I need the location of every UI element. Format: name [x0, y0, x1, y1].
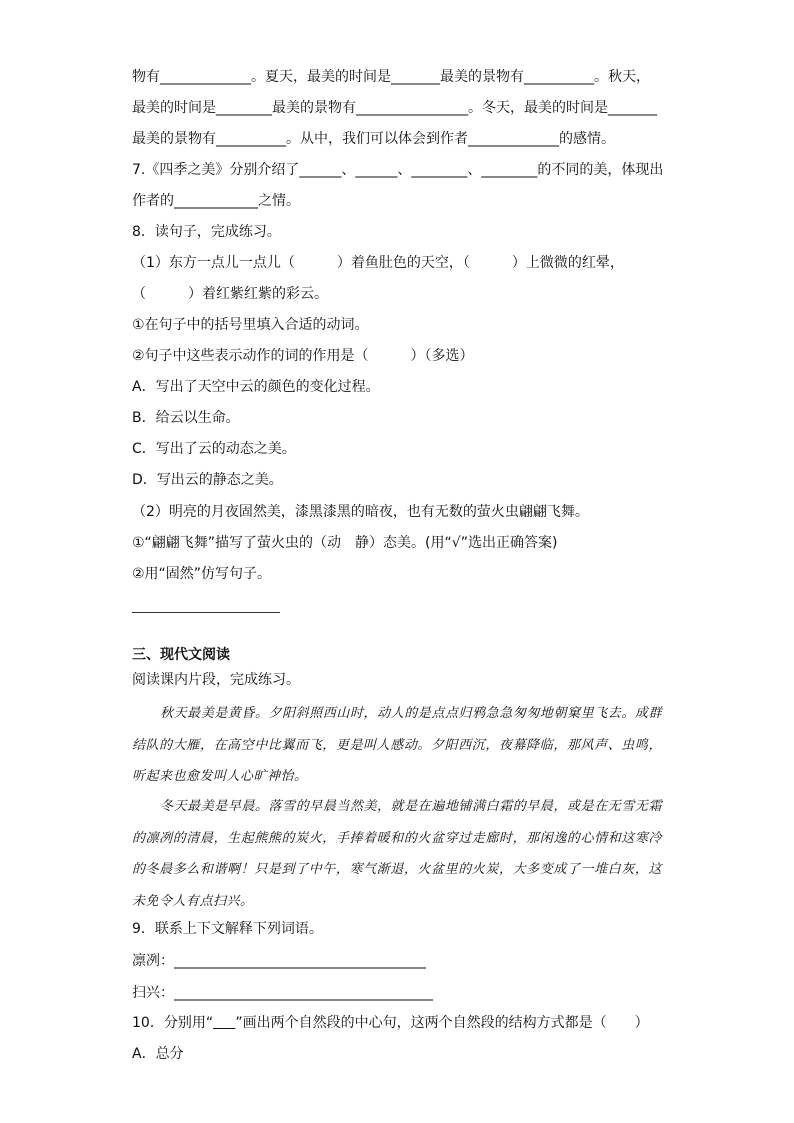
reading-intro: 阅读课内片段，完成练习。 — [132, 672, 300, 688]
text-line-3: 最美的景物有__________。从中，我们可以体会到作者_____________的感情。 — [132, 131, 615, 147]
question-10-line: 10．分别用“ ”画出两个自然段的中心句，这两个自然段的结构方式都是（ ） — [132, 1015, 649, 1031]
question-8-1-line-2: （ ）着红紫红紫的彩云。 — [132, 286, 328, 302]
question-9-title: 9．联系上下文解释下列词语。 — [132, 921, 323, 937]
option-a: A．写出了天空中云的颜色的变化过程。 — [132, 379, 380, 395]
option-b: B．给云以生命。 — [132, 410, 240, 426]
question-9-saoxing: 扫兴：_____________________________________ — [132, 985, 433, 1001]
question-7-line-1: 7.《四季之美》分别介绍了______、______、________、________的不同的美，体现出 — [132, 162, 664, 178]
section-3-heading: 三、现代文阅读 — [132, 647, 230, 663]
text-line-2: 最美的时间是________最美的景物有________________。冬天，最美的时间是_______ — [132, 100, 657, 116]
question-10-option-a: A．总分 — [132, 1046, 184, 1062]
question-9-linlie: 凛冽：____________________________________ — [132, 953, 426, 969]
question-7-line-2: 作者的____________之情。 — [132, 193, 300, 209]
question-8-1-part-1: ①在句子中的括号里填入合适的动词。 — [132, 317, 369, 333]
question-8-2-part-1: ①“翩翩飞舞”描写了萤火虫的（动 静）态美。(用“√”选出正确答案) — [132, 535, 558, 551]
question-8-1-part-2: ②句子中这些表示动作的词的作用是（ ）（多选） — [132, 348, 474, 364]
option-c: C．写出了云的动态之美。 — [132, 441, 296, 457]
passage-paragraph-autumn: 秋天最美是黄昏。夕阳斜照西山时，动人的是点点归鸦急急匆匆地朝窠里飞去。成群结队的大雁，在高空中比翼而飞，更是叫人感动。夕阳西沉，夜幕降临，那风声、虫鸣，听起来也愈发叫人心旷神怡。 — [132, 706, 662, 784]
question-8-1-line-1: （1）东方一点儿一点儿（ ）着鱼肚色的天空，（ ）上微微的红晕， — [132, 255, 624, 271]
option-d: D．写出云的静态之美。 — [132, 472, 283, 488]
question-8-title: 8．读句子，完成练习。 — [132, 224, 281, 240]
text-line-1: 物有_____________。夏天，最美的时间是_______最美的景物有__________。秋天， — [132, 69, 650, 85]
answer-blank-line — [132, 612, 280, 613]
question-8-2-line: （2）明亮的月夜固然美，漆黑漆黑的暗夜，也有无数的萤火虫翩翩飞舞。 — [132, 504, 589, 520]
passage-paragraph-winter: 冬天最美是早晨。落雪的早晨当然美，就是在遍地铺满白霜的早晨，或是在无雪无霜的凛冽的清晨，生起熊熊的炭火，手捧着暖和的火盆穿过走廊时，那闲逸的心情和这寒冷的冬晨多么和谐啊！只是到了中午，寒气渐退，火盆里的火炭，大多变成了一堆白灰，这未免令人有点扫兴。 — [132, 799, 662, 909]
question-8-2-part-2: ②用“固然”仿写句子。 — [132, 566, 272, 582]
underline-mark — [213, 1015, 235, 1031]
